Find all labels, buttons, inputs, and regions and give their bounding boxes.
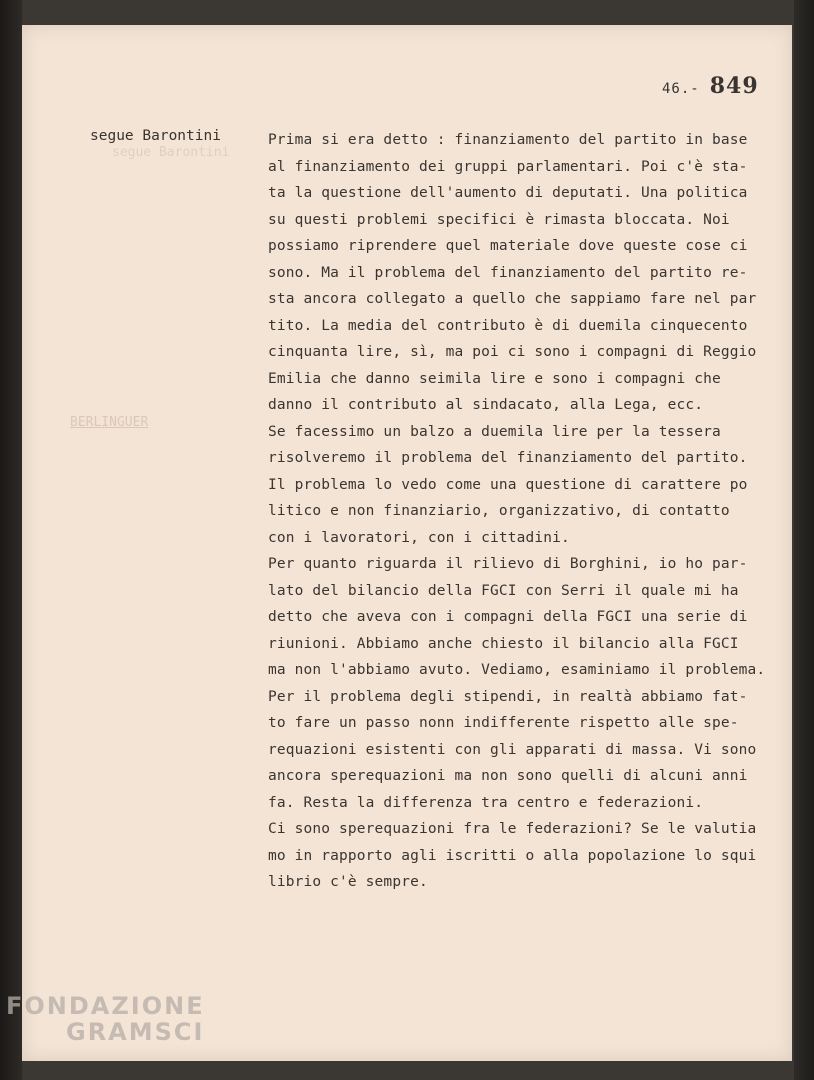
show-through-text: segue Barontini (112, 145, 230, 160)
text-line: al finanziamento dei gruppi parlamentari. Poi c'è sta- (268, 158, 748, 175)
text-line: Per quanto riguarda il rilievo di Borghini, io ho par- (268, 556, 748, 572)
text-line: Ci sono sperequazioni fra le federazioni? Se le valutia (268, 821, 757, 837)
text-line: Il problema lo vedo come una questione di carattere po (268, 476, 748, 493)
text-line: cinquanta lire, sì, ma poi ci sono i compagni di Reggio (268, 344, 757, 360)
text-line: requazioni esistenti con gli apparati di massa. Vi sono (268, 741, 757, 758)
text-line: ancora sperequazioni ma non sono quelli di alcuni anni (268, 768, 748, 784)
page-number-value: 849 (709, 73, 759, 99)
page-number (662, 73, 759, 99)
text-line: con i lavoratori, con i cittadini. (268, 529, 570, 546)
text-line: ma non l'abbiamo avuto. Vediamo, esaminiamo il problema. (268, 662, 766, 678)
left-edge (0, 0, 22, 1080)
text-line: sono. Ma il problema del finanziamento del partito re- (268, 264, 748, 281)
document-page (22, 25, 792, 1061)
watermark-line-2: GRAMSCI (66, 1018, 205, 1046)
text-line: detto che aveva con i compagni della FGCI una serie di (268, 609, 748, 625)
text-line: to fare un passo nonn indifferente rispetto alle spe- (268, 715, 739, 731)
text-line: risolveremo il problema del finanziamento del partito. (268, 450, 748, 466)
text-line: ta la questione dell'aumento di deputati. Una politica (268, 185, 748, 201)
text-line: Se facessimo un balzo a duemila lire per la tessera (268, 423, 721, 440)
archive-watermark (6, 992, 205, 1046)
right-edge (794, 0, 814, 1080)
text-line: riunioni. Abbiamo anche chiesto il bilancio alla FGCI (268, 635, 739, 652)
speaker-label: segue Barontini (90, 128, 221, 144)
text-line: su questi problemi specifici è rimasta bloccata. Noi (268, 211, 730, 228)
text-line: mo in rapporto agli iscritti o alla popolazione lo squi (268, 847, 757, 864)
text-line: sta ancora collegato a quello che sappiamo fare nel par (268, 291, 757, 307)
text-line: Per il problema degli stipendi, in realtà abbiamo fat- (268, 688, 748, 705)
text-line: librio c'è sempre. (268, 874, 428, 890)
text-line: Emilia che danno seimila lire e sono i compagni che (268, 370, 721, 387)
text-line: possiamo riprendere quel materiale dove queste cose ci (268, 238, 748, 254)
watermark-line-1: FONDAZIONE (6, 992, 205, 1020)
text-line: tito. La media del contributo è di duemila cinquecento (268, 317, 748, 334)
body-text (268, 127, 788, 896)
text-line: danno il contributo al sindacato, alla Lega, ecc. (268, 397, 704, 413)
page-prefix: 46.- (662, 81, 700, 97)
text-line: fa. Resta la differenza tra centro e federazioni. (268, 794, 704, 811)
text-line: litico e non finanziario, organizzativo, di contatto (268, 503, 730, 519)
show-through-heading: BERLINGUER (70, 415, 149, 430)
text-line: lato del bilancio della FGCI con Serri il quale mi ha (268, 582, 739, 599)
text-line: Prima si era detto : finanziamento del partito in base (268, 132, 748, 148)
